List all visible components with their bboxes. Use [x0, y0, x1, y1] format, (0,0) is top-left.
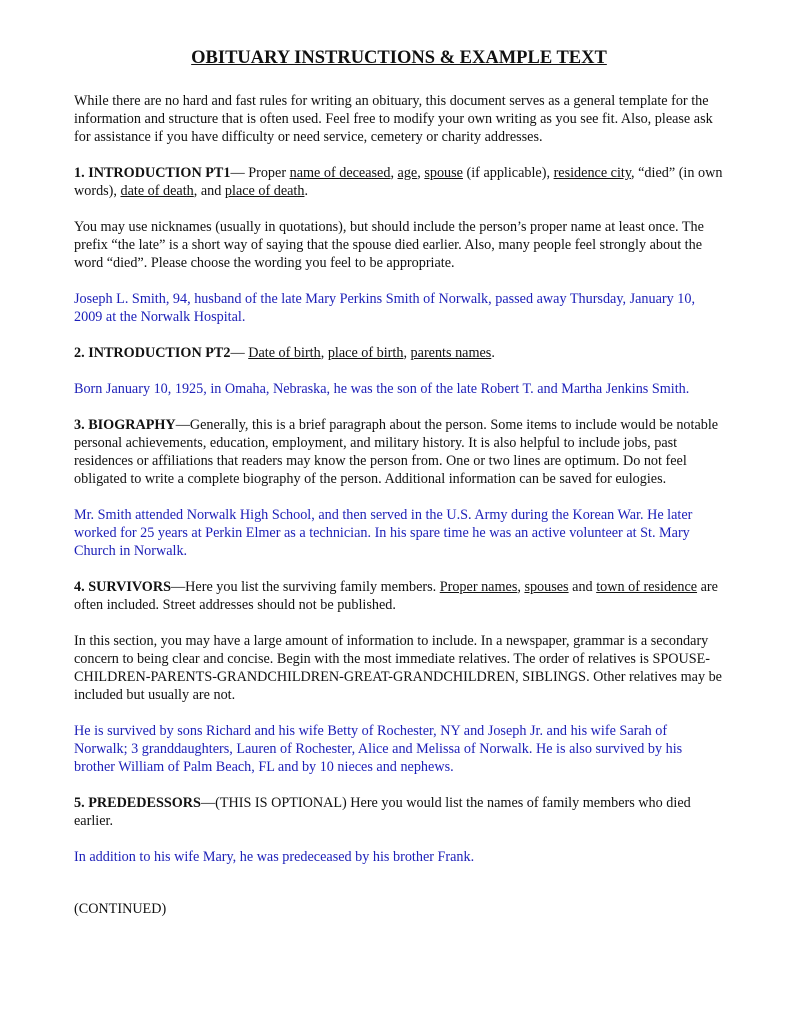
- field-parents-names: parents names: [410, 345, 492, 361]
- section-2-heading: 2. INTRODUCTION PT2: [74, 345, 231, 361]
- section-1-instructions: 1. INTRODUCTION PT1— Proper name of deceased, age, spouse (if applicable), residence city, “died” (in own words), date of death, and place of death.: [74, 165, 723, 199]
- field-spouses: spouses: [524, 579, 569, 595]
- field-date-of-birth: Date of birth: [248, 345, 321, 361]
- section-1-note: You may use nicknames (usually in quotations), but should include the person’s proper name at least once. The prefix “the late” is a short way of saying that the spouse died earlier. Also, many people feel strongly about the word “died”. Please choose the wording you feel to be appropriate.: [74, 219, 704, 271]
- section-4-example: He is survived by sons Richard and his wife Betty of Rochester, NY and Joseph Jr. and his wife Sarah of Norwalk; 3 granddaughters, Lauren of Rochester, Alice and Melissa of Norwalk. He is also survived by his brother William of Palm Beach, FL and by 10 nieces and nephews.: [74, 723, 683, 775]
- section-4-instructions: 4. SURVIVORS—Here you list the surviving family members. Proper names, spouses and town of residence are often included. Street addresses should not be published.: [74, 579, 718, 613]
- section-3-heading: 3. BIOGRAPHY: [74, 417, 176, 433]
- field-spouse: spouse: [424, 165, 463, 181]
- section-3-example: Mr. Smith attended Norwalk High School, and then served in the U.S. Army during the Korean War. He later worked for 25 years at Perkin Elmer as a technician. In his spare time he was an active volunteer at St. Mary Church in Norwalk.: [74, 507, 693, 559]
- field-place-of-birth: place of birth: [327, 345, 404, 361]
- field-name-of-deceased: name of deceased: [289, 165, 391, 181]
- section-1-heading: 1. INTRODUCTION PT1: [74, 165, 231, 181]
- section-5-example: In addition to his wife Mary, he was predeceased by his brother Frank.: [74, 849, 475, 865]
- section-1-example: Joseph L. Smith, 94, husband of the late Mary Perkins Smith of Norwalk, passed away Thursday, January 10, 2009 at the Norwalk Hospital.: [74, 291, 695, 325]
- section-4-heading: 4. SURVIVORS: [74, 579, 171, 595]
- page-title: OBITUARY INSTRUCTIONS & EXAMPLE TEXT: [191, 48, 607, 68]
- intro-paragraph: While there are no hard and fast rules for writing an obituary, this document serves as a general template for the information and structure that is often used. Feel free to modify your own writing as you see fit. Also, please ask for assistance if you have difficulty or need service, cemetery or charity addresses.: [74, 93, 713, 145]
- document-page: [74, 46, 724, 918]
- field-residence-city: residence city: [553, 165, 632, 181]
- section-2-instructions: 2. INTRODUCTION PT2— Date of birth, place of birth, parents names.: [74, 345, 495, 361]
- continued-label: (CONTINUED): [74, 901, 167, 917]
- section-4-note: In this section, you may have a large amount of information to include. In a newspaper, grammar is a secondary concern to being clear and concise. Begin with the most immediate relatives. The order of relatives is SPOUSE-CHILDREN-PARENTS-GRANDCHILDREN-GREAT-GRANDCHILDREN, SIBLINGS. Other relatives may be included but usually are not.: [74, 633, 722, 703]
- section-3-instructions: 3. BIOGRAPHY—Generally, this is a brief paragraph about the person. Some items to include would be notable personal achievements, education, employment, and military history. It is also helpful to include jobs, past residences or affiliations that readers may know the person from. One or two lines are optimum. Do not feel obligated to write a complete biography of the person. Additional information can be saved for eulogies.: [74, 417, 719, 487]
- field-proper-names: Proper names: [439, 579, 518, 595]
- field-town-of-residence: town of residence: [596, 579, 698, 595]
- section-5-instructions: 5. PREDEDESSORS—(THIS IS OPTIONAL) Here you would list the names of family members who died earlier.: [74, 795, 691, 829]
- section-5-heading: 5. PREDEDESSORS: [74, 795, 201, 811]
- field-place-of-death: place of death: [224, 183, 305, 199]
- section-2-example: Born January 10, 1925, in Omaha, Nebraska, he was the son of the late Robert T. and Martha Jenkins Smith.: [74, 381, 690, 397]
- field-date-of-death: date of death: [120, 183, 194, 199]
- field-age: age: [397, 165, 418, 181]
